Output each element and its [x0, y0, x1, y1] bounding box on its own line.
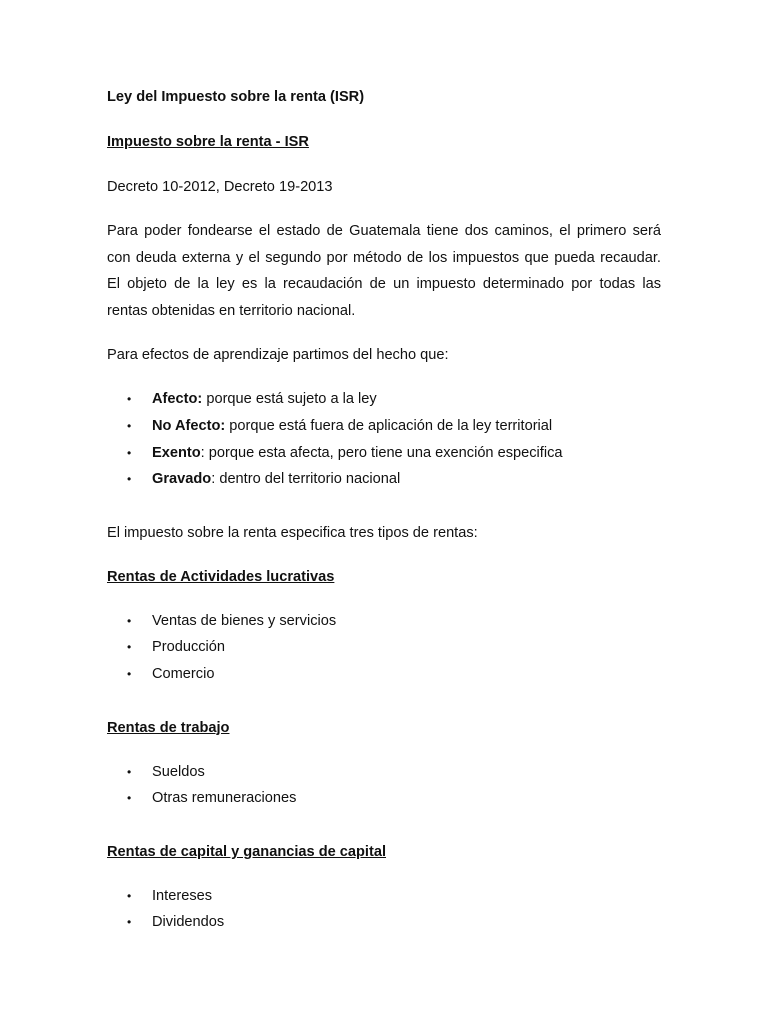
definition-term: Gravado: [152, 471, 212, 488]
definition-term: No Afecto:: [152, 417, 226, 434]
list-item: [107, 887, 661, 914]
section-heading-trabajo: Rentas de trabajo: [107, 719, 230, 736]
list-item: [107, 612, 661, 639]
list-item-text: Producción: [152, 639, 226, 656]
definition-text: : dentro del territorio nacional: [211, 471, 401, 488]
section-heading-lucrativas: Rentas de Actividades lucrativas: [107, 568, 335, 585]
learning-premise: Para efectos de aprendizaje partimos del hecho que:: [107, 347, 449, 364]
definitions-list: [107, 390, 661, 496]
bullet-icon: •: [127, 392, 132, 407]
document-page: [107, 88, 661, 967]
list-item: [107, 913, 661, 940]
document-subtitle: Impuesto sobre la renta - ISR: [107, 134, 309, 150]
list-item: [107, 763, 661, 790]
document-title: Ley del Impuesto sobre la renta (ISR): [107, 89, 365, 105]
list-item-text: Sueldos: [152, 763, 205, 780]
bullet-icon: •: [127, 472, 132, 487]
list-item: [107, 444, 661, 471]
definition-term: Afecto:: [152, 391, 203, 408]
definition-text: porque está fuera de aplicación de la ley territorial: [225, 417, 553, 434]
definition-term: Exento: [152, 444, 201, 461]
bullet-icon: •: [127, 764, 132, 779]
bullet-icon: •: [127, 666, 132, 681]
list-item: [107, 390, 661, 417]
definition-text: : porque esta afecta, pero tiene una exención especifica: [200, 444, 563, 461]
list-item: [107, 665, 661, 692]
bullet-icon: •: [127, 613, 132, 628]
decrees-line: Decreto 10-2012, Decreto 19-2013: [107, 179, 333, 195]
list-item: [107, 470, 661, 497]
bullet-icon: •: [127, 418, 132, 433]
intro-paragraph: Para poder fondearse el estado de Guatemala tiene dos caminos, el primero será con deuda externa y el segundo por método de los impuestos que pueda recaudar. El objeto de la ley es la recaudación de un impuesto determinado por todas las rentas obtenidas en territorio nacional.: [107, 223, 661, 319]
types-intro: El impuesto sobre la renta especifica tres tipos de rentas:: [107, 524, 478, 541]
list-item-text: Otras remuneraciones: [152, 790, 297, 807]
bullet-icon: •: [127, 445, 132, 460]
list-item: [107, 417, 661, 444]
capital-list: [107, 887, 661, 940]
bullet-icon: •: [127, 915, 132, 930]
definition-text: porque está sujeto a la ley: [202, 391, 377, 408]
list-item-text: Ventas de bienes y servicios: [152, 612, 337, 629]
trabajo-list: [107, 763, 661, 816]
bullet-icon: •: [127, 791, 132, 806]
bullet-icon: •: [127, 888, 132, 903]
bullet-icon: •: [127, 640, 132, 655]
list-item-text: Intereses: [152, 887, 213, 904]
list-item-text: Dividendos: [152, 914, 225, 931]
list-item: [107, 789, 661, 816]
list-item-text: Comercio: [152, 665, 215, 682]
section-heading-capital: Rentas de capital y ganancias de capital: [107, 843, 387, 860]
list-item: [107, 638, 661, 665]
lucrativas-list: [107, 612, 661, 692]
